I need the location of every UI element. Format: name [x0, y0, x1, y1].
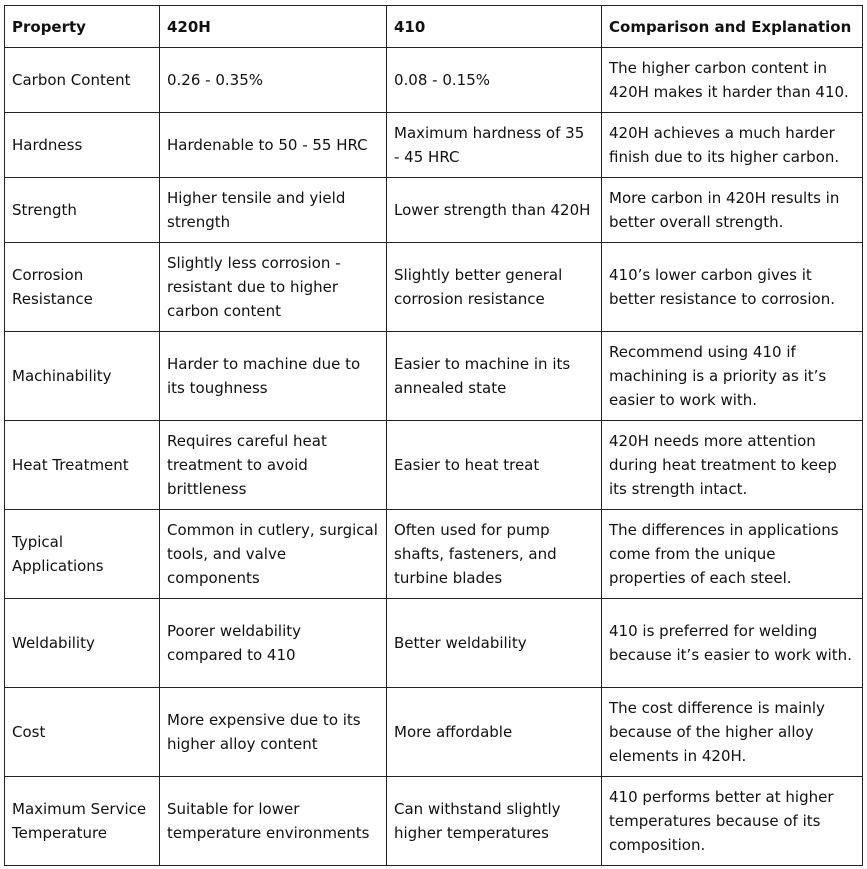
table-row — [5, 421, 863, 510]
value-420h-cell: More expensive due to its higher alloy content — [160, 688, 387, 777]
comparison-cell: The cost difference is mainly because of the higher alloy elements in 420H. — [602, 688, 863, 777]
property-cell: Carbon Content — [5, 48, 160, 113]
value-420h-cell: Common in cutlery, surgical tools, and valve components — [160, 510, 387, 599]
table-row — [5, 48, 863, 113]
value-410-cell: Easier to heat treat — [387, 421, 602, 510]
value-420h-cell: Higher tensile and yield strength — [160, 178, 387, 243]
table-row — [5, 332, 863, 421]
table-row — [5, 688, 863, 777]
property-cell: Typical Applications — [5, 510, 160, 599]
value-420h-cell: Harder to machine due to its toughness — [160, 332, 387, 421]
property-cell: Machinability — [5, 332, 160, 421]
comparison-cell: 410 is preferred for welding because it’s easier to work with. — [602, 599, 863, 688]
table-header-row — [5, 6, 863, 48]
comparison-cell: The differences in applications come from the unique properties of each steel. — [602, 510, 863, 599]
property-cell: Weldability — [5, 599, 160, 688]
comparison-cell: Recommend using 410 if machining is a priority as it’s easier to work with. — [602, 332, 863, 421]
value-420h-cell: Requires careful heat treatment to avoid brittleness — [160, 421, 387, 510]
property-cell: Cost — [5, 688, 160, 777]
header-property: Property — [5, 6, 160, 48]
header-comparison: Comparison and Explanation — [602, 6, 863, 48]
comparison-table — [4, 5, 863, 866]
value-410-cell: Lower strength than 420H — [387, 178, 602, 243]
value-420h-cell: 0.26 - 0.35% — [160, 48, 387, 113]
value-420h-cell: Slightly less corrosion - resistant due to higher carbon content — [160, 243, 387, 332]
header-410: 410 — [387, 6, 602, 48]
comparison-cell: 410’s lower carbon gives it better resistance to corrosion. — [602, 243, 863, 332]
property-cell: Heat Treatment — [5, 421, 160, 510]
comparison-cell: 420H achieves a much harder finish due to its higher carbon. — [602, 113, 863, 178]
property-cell: Corrosion Resistance — [5, 243, 160, 332]
value-410-cell: Slightly better general corrosion resistance — [387, 243, 602, 332]
comparison-cell: The higher carbon content in 420H makes it harder than 410. — [602, 48, 863, 113]
comparison-cell: 420H needs more attention during heat treatment to keep its strength intact. — [602, 421, 863, 510]
value-420h-cell: Poorer weldability compared to 410 — [160, 599, 387, 688]
table-row — [5, 510, 863, 599]
value-420h-cell: Suitable for lower temperature environments — [160, 777, 387, 866]
header-420h: 420H — [160, 6, 387, 48]
value-420h-cell: Hardenable to 50 - 55 HRC — [160, 113, 387, 178]
property-cell: Hardness — [5, 113, 160, 178]
table-row — [5, 243, 863, 332]
value-410-cell: More affordable — [387, 688, 602, 777]
value-410-cell: 0.08 - 0.15% — [387, 48, 602, 113]
comparison-cell: More carbon in 420H results in better overall strength. — [602, 178, 863, 243]
value-410-cell: Can withstand slightly higher temperatures — [387, 777, 602, 866]
comparison-cell: 410 performs better at higher temperatures because of its composition. — [602, 777, 863, 866]
table-row — [5, 777, 863, 866]
property-cell: Maximum Service Temperature — [5, 777, 160, 866]
table-row — [5, 178, 863, 243]
value-410-cell: Maximum hardness of 35 - 45 HRC — [387, 113, 602, 178]
table-row — [5, 599, 863, 688]
property-cell: Strength — [5, 178, 160, 243]
value-410-cell: Often used for pump shafts, fasteners, and turbine blades — [387, 510, 602, 599]
value-410-cell: Better weldability — [387, 599, 602, 688]
value-410-cell: Easier to machine in its annealed state — [387, 332, 602, 421]
table-row — [5, 113, 863, 178]
